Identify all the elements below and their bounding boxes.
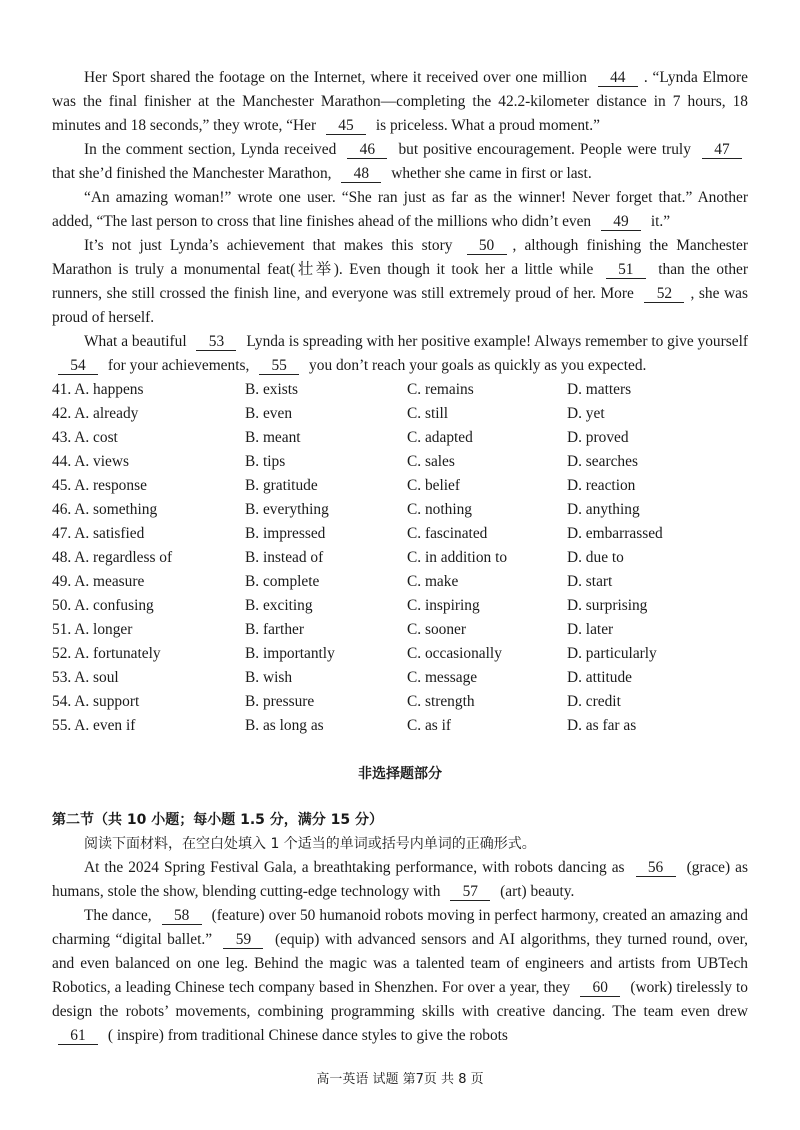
fill-in-passage xyxy=(52,856,748,1048)
option-b: B. even xyxy=(245,405,293,422)
paragraph xyxy=(52,856,748,904)
answer-blank: 49 xyxy=(601,213,641,231)
answer-blank: 52 xyxy=(644,285,684,303)
option-b: B. exciting xyxy=(245,597,313,614)
answer-blank: 53 xyxy=(196,333,236,351)
question-options xyxy=(52,450,748,474)
option-b: B. pressure xyxy=(245,693,315,710)
paragraph-text: It’s not just Lynda’s achievement that makes this story xyxy=(84,237,453,254)
question-options xyxy=(52,642,748,666)
paragraph-text: Lynda is spreading with her positive example! Always remember to give yourself xyxy=(246,333,748,350)
option-a: 54. A. support xyxy=(52,693,140,710)
option-a: 44. A. views xyxy=(52,453,129,470)
option-d: D. matters xyxy=(567,381,632,398)
option-c: C. occasionally xyxy=(407,645,502,662)
paragraph-text: you don’t reach your goals as quickly as you expected. xyxy=(309,357,647,374)
answer-blank: 57 xyxy=(450,883,490,901)
option-d: D. searches xyxy=(567,453,638,470)
option-c: C. still xyxy=(407,405,449,422)
paragraph-text: (equip) with advanced sensors and AI algorithms, they turned round, over, and even balanced on one leg. Behind the magic was a talented team of engineers and artists from UBTech Robotics, a leading Chinese tech company based in Shenzhen. For over a year, they xyxy=(52,931,748,996)
paragraph-text: The dance, xyxy=(84,907,152,924)
paragraph xyxy=(52,330,748,378)
question-options xyxy=(52,594,748,618)
option-b: B. wish xyxy=(245,669,293,686)
option-a: 43. A. cost xyxy=(52,429,118,446)
option-a: 53. A. soul xyxy=(52,669,119,686)
options-list xyxy=(52,378,748,738)
paragraph-text: whether she came in first or last. xyxy=(391,165,592,182)
section-heading: 第二节（共 10 小题；每小题 1.5 分，满分 15 分） xyxy=(52,812,384,828)
answer-blank: 56 xyxy=(636,859,676,877)
paragraph-text: What a beautiful xyxy=(84,333,187,350)
option-a: 52. A. fortunately xyxy=(52,645,161,662)
paragraph-text: (feature) over 50 humanoid robots moving in perfect harmony, created an amazing and charming “digital ballet.” xyxy=(52,907,748,948)
option-d: D. anything xyxy=(567,501,640,518)
option-c: C. adapted xyxy=(407,429,473,446)
option-b: B. impressed xyxy=(245,525,326,542)
option-b: B. farther xyxy=(245,621,304,638)
question-options xyxy=(52,498,748,522)
option-d: D. particularly xyxy=(567,645,657,662)
option-a: 55. A. even if xyxy=(52,717,136,734)
option-c: C. make xyxy=(407,573,459,590)
option-b: B. meant xyxy=(245,429,301,446)
paragraph-text: Her Sport shared the footage on the Internet, where it received over one million xyxy=(84,69,587,86)
question-options xyxy=(52,474,748,498)
answer-blank: 54 xyxy=(58,357,98,375)
option-a: 45. A. response xyxy=(52,477,147,494)
option-a: 50. A. confusing xyxy=(52,597,154,614)
question-options xyxy=(52,714,748,738)
paragraph-text: . “Lynda Elmore was the final finisher at the Manchester Marathon—completing the 42.2-kilometer distance in 7 hours, 18 minutes and 18 seconds,” they wrote, “Her xyxy=(52,69,748,134)
instruction: 阅读下面材料，在空白处填入 1 个适当的单词或括号内单词的正确形式。 xyxy=(84,836,536,852)
paragraph-text: At the 2024 Spring Festival Gala, a breathtaking performance, with robots dancing as xyxy=(84,859,625,876)
paragraph-text: (work) tirelessly to design the robots’ movements, combining programming skills with creative dancing. The team even drew xyxy=(52,979,748,1020)
paragraph-text: (grace) as humans, stole the show, blending cutting-edge technology with xyxy=(52,859,748,900)
paragraph-text: that she’d finished the Manchester Marathon, xyxy=(52,165,332,182)
option-b: B. complete xyxy=(245,573,320,590)
exam-page xyxy=(52,66,748,1048)
part-title: 非选择题部分 xyxy=(358,766,442,782)
cloze-passage xyxy=(52,66,748,378)
option-d: D. embarrassed xyxy=(567,525,663,542)
question-options xyxy=(52,402,748,426)
option-d: D. credit xyxy=(567,693,621,710)
option-c: C. message xyxy=(407,669,478,686)
option-a: 48. A. regardless of xyxy=(52,549,173,566)
page-footer: 高一英语 试题 第7页 共 8 页 xyxy=(316,1072,484,1087)
paragraph-text: ( inspire) from traditional Chinese dance styles to give the robots xyxy=(107,1027,508,1044)
answer-blank: 59 xyxy=(223,931,263,949)
question-options xyxy=(52,378,748,402)
option-d: D. attitude xyxy=(567,669,632,686)
option-a: 47. A. satisfied xyxy=(52,525,145,542)
paragraph-text: is priceless. What a proud moment.” xyxy=(375,117,600,134)
option-d: D. start xyxy=(567,573,613,590)
paragraph-text: In the comment section, Lynda received xyxy=(84,141,337,158)
paragraph-text: than the other runners, she still crossed the finish line, and everyone was still extremely proud of her. More xyxy=(52,261,748,302)
paragraph-text: “An amazing woman!” wrote one user. “She ran just as far as the winner! Never forget that.” Another added, “The last person to cross that line finishes ahead of the millions who didn’t even xyxy=(52,189,748,230)
answer-blank: 55 xyxy=(259,357,299,375)
paragraph xyxy=(52,66,748,138)
option-d: D. surprising xyxy=(567,597,648,614)
answer-blank: 44 xyxy=(598,69,638,87)
option-d: D. proved xyxy=(567,429,629,446)
option-d: D. as far as xyxy=(567,717,637,734)
paragraph-text: for your achievements, xyxy=(107,357,250,374)
option-a: 49. A. measure xyxy=(52,573,145,590)
paragraph xyxy=(52,234,748,330)
paragraph xyxy=(52,186,748,234)
paragraph xyxy=(52,904,748,1048)
answer-blank: 48 xyxy=(341,165,381,183)
answer-blank: 47 xyxy=(702,141,742,159)
option-c: C. sales xyxy=(407,453,455,470)
option-c: C. sooner xyxy=(407,621,466,638)
question-options xyxy=(52,570,748,594)
option-b: B. tips xyxy=(245,453,286,470)
option-c: C. fascinated xyxy=(407,525,488,542)
paragraph-text: , although finishing the Manchester Marathon is truly a monumental feat(壮举). Even though it took her a little while xyxy=(52,237,748,278)
option-b: B. exists xyxy=(245,381,299,398)
option-c: C. as if xyxy=(407,717,452,734)
option-d: D. due to xyxy=(567,549,624,566)
paragraph xyxy=(52,138,748,186)
option-d: D. yet xyxy=(567,405,605,422)
option-b: B. gratitude xyxy=(245,477,318,494)
answer-blank: 46 xyxy=(347,141,387,159)
answer-blank: 61 xyxy=(58,1027,98,1045)
question-options xyxy=(52,522,748,546)
option-c: C. nothing xyxy=(407,501,472,518)
paragraph-text: but positive encouragement. People were truly xyxy=(398,141,691,158)
option-c: C. remains xyxy=(407,381,474,398)
answer-blank: 45 xyxy=(326,117,366,135)
option-b: B. as long as xyxy=(245,717,324,734)
answer-blank: 51 xyxy=(606,261,646,279)
answer-blank: 58 xyxy=(162,907,202,925)
question-options xyxy=(52,546,748,570)
option-c: C. belief xyxy=(407,477,460,494)
question-options xyxy=(52,666,748,690)
option-a: 51. A. longer xyxy=(52,621,133,638)
option-b: B. everything xyxy=(245,501,329,518)
answer-blank: 60 xyxy=(580,979,620,997)
option-a: 41. A. happens xyxy=(52,381,144,398)
question-options xyxy=(52,618,748,642)
option-b: B. instead of xyxy=(245,549,324,566)
option-c: C. inspiring xyxy=(407,597,480,614)
answer-blank: 50 xyxy=(467,237,507,255)
paragraph-text: , she was proud of herself. xyxy=(52,285,748,326)
option-a: 42. A. already xyxy=(52,405,139,422)
option-c: C. strength xyxy=(407,693,475,710)
question-options xyxy=(52,690,748,714)
question-options xyxy=(52,426,748,450)
paragraph-text: it.” xyxy=(650,213,671,230)
option-b: B. importantly xyxy=(245,645,335,662)
paragraph-text: (art) beauty. xyxy=(500,883,575,900)
option-d: D. later xyxy=(567,621,614,638)
option-a: 46. A. something xyxy=(52,501,158,518)
option-d: D. reaction xyxy=(567,477,636,494)
option-c: C. in addition to xyxy=(407,549,508,566)
